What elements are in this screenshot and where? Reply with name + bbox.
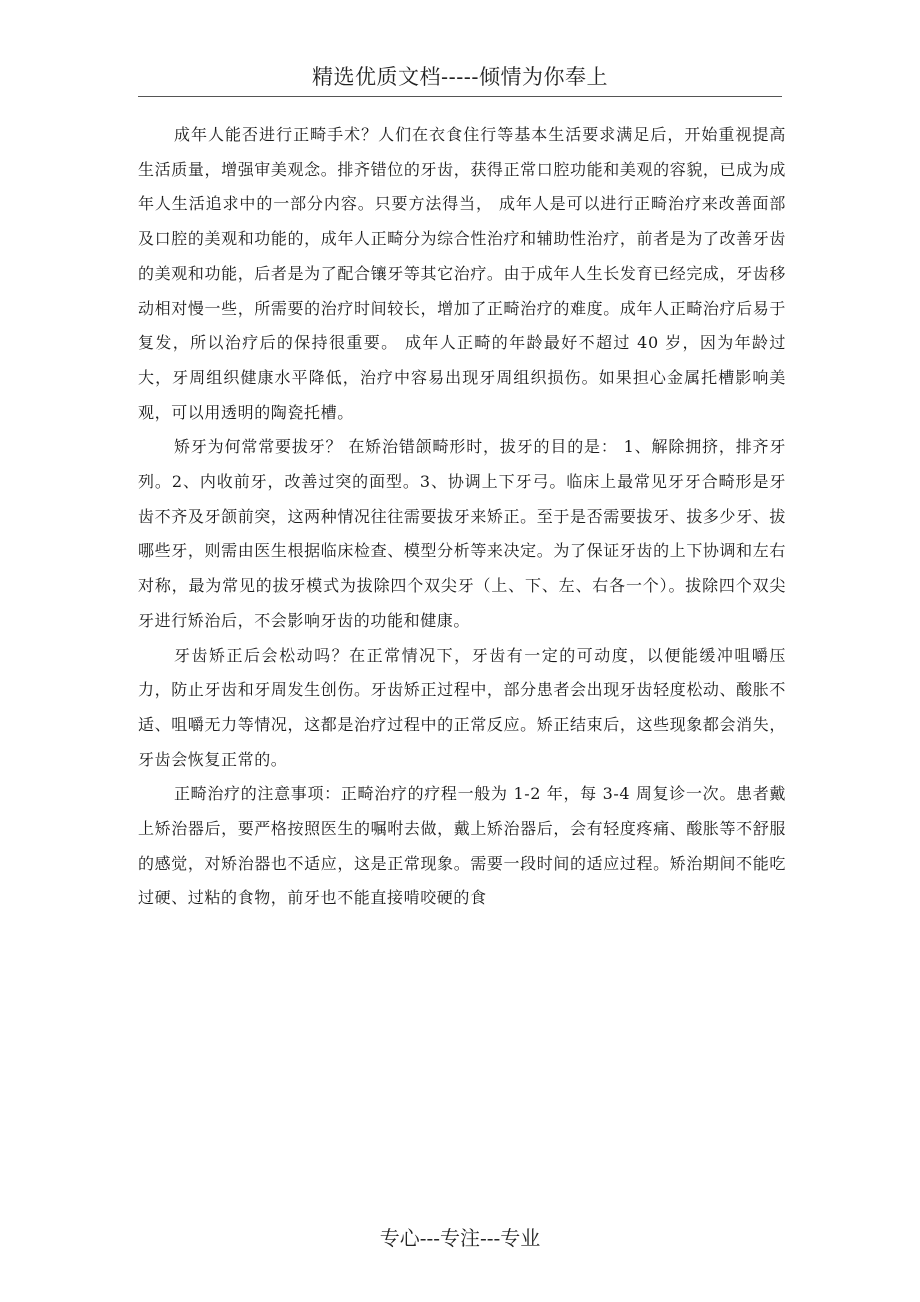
paragraph-treatment-notes: 正畸治疗的注意事项：正畸治疗的疗程一般为 1-2 年，每 3-4 周复诊一次。患者戴上矫治器后，要严格按照医生的嘱咐去做，戴上矫治器后，会有轻度疼痛、酸胀等不舒服的感觉，对矫治器也不适应，这是正常现象。需要一段时间的适应过程。矫治期间不能吃过硬、过粘的食物，前牙也不能直接啃咬硬的食 [138,784,786,908]
page-footer: 专心---专注---专业 [379,1226,541,1250]
paragraph-tooth-loosening: 牙齿矫正后会松动吗？在正常情况下，牙齿有一定的可动度，以便能缓冲咀嚼压力，防止牙齿和牙周发生创伤。牙齿矫正过程中，部分患者会出现牙齿轻度松动、酸胀不适、咀嚼无力等情况，这都是治疗过程中的正常反应。矫正结束后，这些现象都会消失，牙齿会恢复正常的。 [138,645,786,769]
paragraph-adult-orthodontics: 成年人能否进行正畸手术？人们在衣食住行等基本生活要求满足后，开始重视提高生活质量，增强审美观念。排齐错位的牙齿，获得正常口腔功能和美观的容貌，已成为成年人生活追求中的一部分内容。只要方法得当， 成年人是可以进行正畸治疗来改善面部及口腔的美观和功能的，成年人正畸分为综合性治疗和辅助性治疗，前者是为了改善牙齿的美观和功能，后者是为了配合镶牙等其它治疗。由于成年人生长发育已经完成，牙齿移动相对慢一些，所需要的治疗时间较长，增加了正畸治疗的难度。成年人正畸治疗后易于复发，所以治疗后的保持很重要。 成年人正畸的年龄最好不超过 40 岁，因为年龄过大，牙周组织健康水平降低，治疗中容易出现牙周组织损伤。如果担心金属托槽影响美观，可以用透明的陶瓷托槽。 [138,125,786,422]
header-divider [138,96,782,97]
paragraph-tooth-extraction: 矫牙为何常常要拔牙？ 在矫治错颌畸形时，拔牙的目的是： 1、解除拥挤，排齐牙列。2、内收前牙，改善过突的面型。3、协调上下牙弓。临床上最常见牙牙合畸形是牙齿不齐及牙颌前突，这两种情况往往需要拔牙来矫正。至于是否需要拔牙、拔多少牙、拔哪些牙，则需由医生根据临床检查、模型分析等来决定。为了保证牙齿的上下协调和左右对称，最为常见的拔牙模式为拔除四个双尖牙（上、下、左、右各一个）。拔除四个双尖牙进行矫治后，不会影响牙齿的功能和健康。 [138,437,786,630]
document-body [138,118,786,916]
page-header: 精选优质文档-----倾情为你奉上 [312,65,608,89]
